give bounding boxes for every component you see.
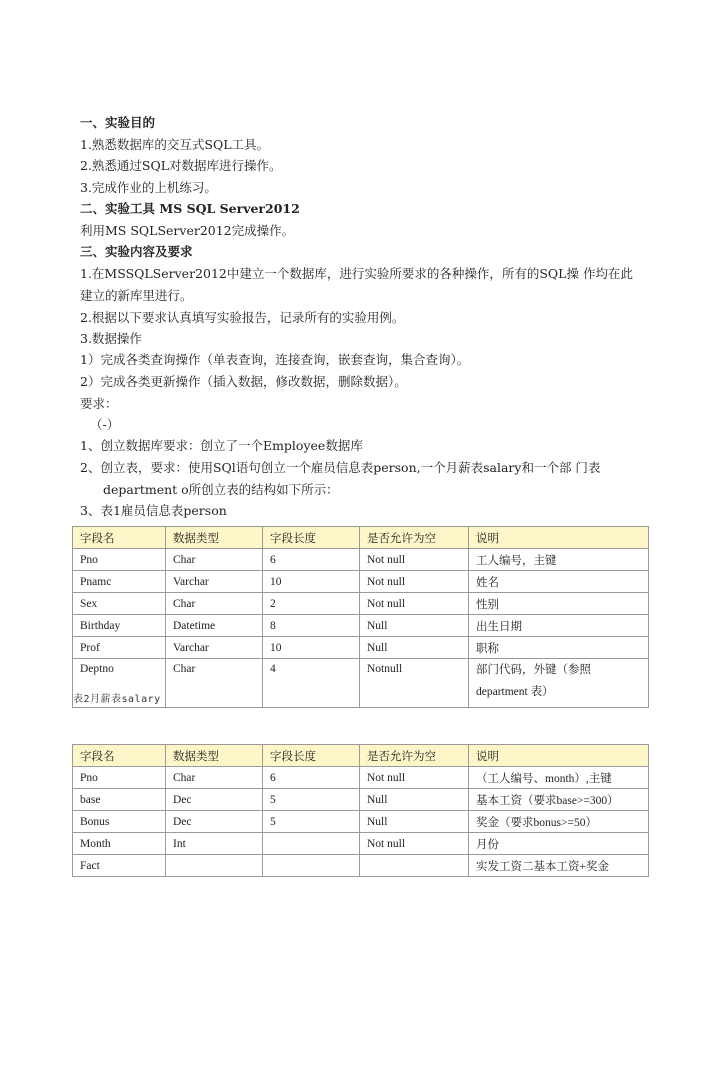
table-cell: 6	[263, 767, 360, 789]
header-cell: 字段长度	[263, 745, 360, 767]
header-cell: 是否允许为空	[360, 745, 469, 767]
table-cell: Null	[360, 811, 469, 833]
table-row	[73, 767, 649, 789]
table-cell: 姓名	[469, 571, 649, 593]
header-cell: 说明	[469, 745, 649, 767]
table-cell: Fact	[73, 855, 166, 877]
table-cell	[263, 833, 360, 855]
paragraph: 建立的新库里进行。	[80, 288, 193, 303]
table-cell: Char	[166, 549, 263, 571]
table-cell: Null	[360, 615, 469, 637]
table-cell: Pno	[73, 767, 166, 789]
paragraph: 1.在MSSQLServer2012中建立一个数据库，进行实验所要求的各种操作，所有的SQL操 作均在此	[80, 266, 633, 281]
table-row	[73, 789, 649, 811]
heading-purpose: 一、实验目的	[80, 115, 156, 130]
table-cell: Varchar	[166, 571, 263, 593]
table-cell: Dec	[166, 811, 263, 833]
table-cell: Sex	[73, 593, 166, 615]
paragraph: 利用MS SQLServer2012完成操作。	[80, 223, 295, 238]
header-cell: 字段名	[73, 527, 166, 549]
table-cell: （工人编号、month）,主键	[469, 767, 649, 789]
table-cell: Varchar	[166, 637, 263, 659]
person-table	[72, 526, 649, 708]
table-header-row	[73, 745, 649, 767]
table-cell: 出生日期	[469, 615, 649, 637]
table-row	[73, 571, 649, 593]
paragraph: 1、创立数据库要求：创立了一个Employee数据库	[80, 438, 363, 453]
table-cell: Char	[166, 659, 263, 708]
paragraph: 2、创立表，要求：使用SQl语句创立一个雇员信息表person,一个月薪表salary和一个部 门表	[80, 460, 601, 475]
table-cell	[360, 855, 469, 877]
table-cell: 2	[263, 593, 360, 615]
table-cell: Null	[360, 789, 469, 811]
paragraph: 2.根据以下要求认真填写实验报告，记录所有的实验用例。	[80, 310, 405, 325]
table-cell: Not null	[360, 593, 469, 615]
table-cell: Birthday	[73, 615, 166, 637]
header-cell: 说明	[469, 527, 649, 549]
table-cell: 工人编号，主键	[469, 549, 649, 571]
paragraph: 1.熟悉数据库的交互式SQL工具。	[80, 137, 270, 152]
table-cell: Int	[166, 833, 263, 855]
paragraph: 2）完成各类更新操作（插入数据，修改数据，删除数据）。	[80, 374, 407, 389]
table-cell: Dec	[166, 789, 263, 811]
table-row	[73, 549, 649, 571]
header-cell: 字段名	[73, 745, 166, 767]
table-cell: 性别	[469, 593, 649, 615]
table-cell: Pnamc	[73, 571, 166, 593]
table1-title: 3、表1雇员信息表person	[80, 503, 227, 518]
table-header-row	[73, 527, 649, 549]
paragraph: 要求：	[80, 396, 118, 411]
header-cell: 是否允许为空	[360, 527, 469, 549]
table-cell: Not null	[360, 549, 469, 571]
table-cell: Char	[166, 593, 263, 615]
table-cell: 奖金（要求bonus>=50）	[469, 811, 649, 833]
table-cell: 基本工资（要求base>=300）	[469, 789, 649, 811]
table-row	[73, 811, 649, 833]
table-row	[73, 637, 649, 659]
table-row	[73, 855, 649, 877]
table-cell: 5	[263, 811, 360, 833]
header-cell: 数据类型	[166, 527, 263, 549]
header-cell: 字段长度	[263, 527, 360, 549]
table-row	[73, 615, 649, 637]
table-cell: 10	[263, 571, 360, 593]
table2-caption: 表2月薪表salary	[73, 694, 161, 705]
paragraph: 3.数据操作	[80, 331, 142, 346]
heading-content: 三、实验内容及要求	[80, 244, 193, 259]
table-cell: 10	[263, 637, 360, 659]
table-cell: 职称	[469, 637, 649, 659]
table-cell: Datetime	[166, 615, 263, 637]
paragraph: 1）完成各类查询操作（单表查询，连接查询，嵌套查询，集合查询）。	[80, 352, 470, 367]
paragraph: 3.完成作业的上机练习。	[80, 180, 217, 195]
table-row	[73, 833, 649, 855]
table-cell: 4	[263, 659, 360, 708]
table-cell: Not null	[360, 767, 469, 789]
table-cell	[166, 855, 263, 877]
table-cell: Notnull	[360, 659, 469, 708]
table-cell: Bonus	[73, 811, 166, 833]
table-cell: Deptno	[73, 659, 166, 708]
table-cell: 6	[263, 549, 360, 571]
table-cell: Char	[166, 767, 263, 789]
table-cell: 部门代码，外键（参照 department 表）	[469, 659, 649, 708]
table-cell: Pno	[73, 549, 166, 571]
table-cell: 5	[263, 789, 360, 811]
table-cell: Month	[73, 833, 166, 855]
table-cell: Null	[360, 637, 469, 659]
table-cell	[263, 855, 360, 877]
heading-tools: 二、实验工具 MS SQL Server2012	[80, 201, 300, 216]
paragraph: department o所创立表的结构如下所示：	[103, 482, 339, 497]
table-cell: 8	[263, 615, 360, 637]
table-cell: Not null	[360, 571, 469, 593]
table-row	[73, 593, 649, 615]
table-cell: 月份	[469, 833, 649, 855]
table-cell: Not null	[360, 833, 469, 855]
header-cell: 数据类型	[166, 745, 263, 767]
table-cell: 实发工资二基本工资+奖金	[469, 855, 649, 877]
table-cell: Prof	[73, 637, 166, 659]
table-cell: base	[73, 789, 166, 811]
paragraph: （-）	[90, 417, 120, 432]
salary-table	[72, 744, 649, 877]
paragraph: 2.熟悉通过SQL对数据库进行操作。	[80, 158, 282, 173]
